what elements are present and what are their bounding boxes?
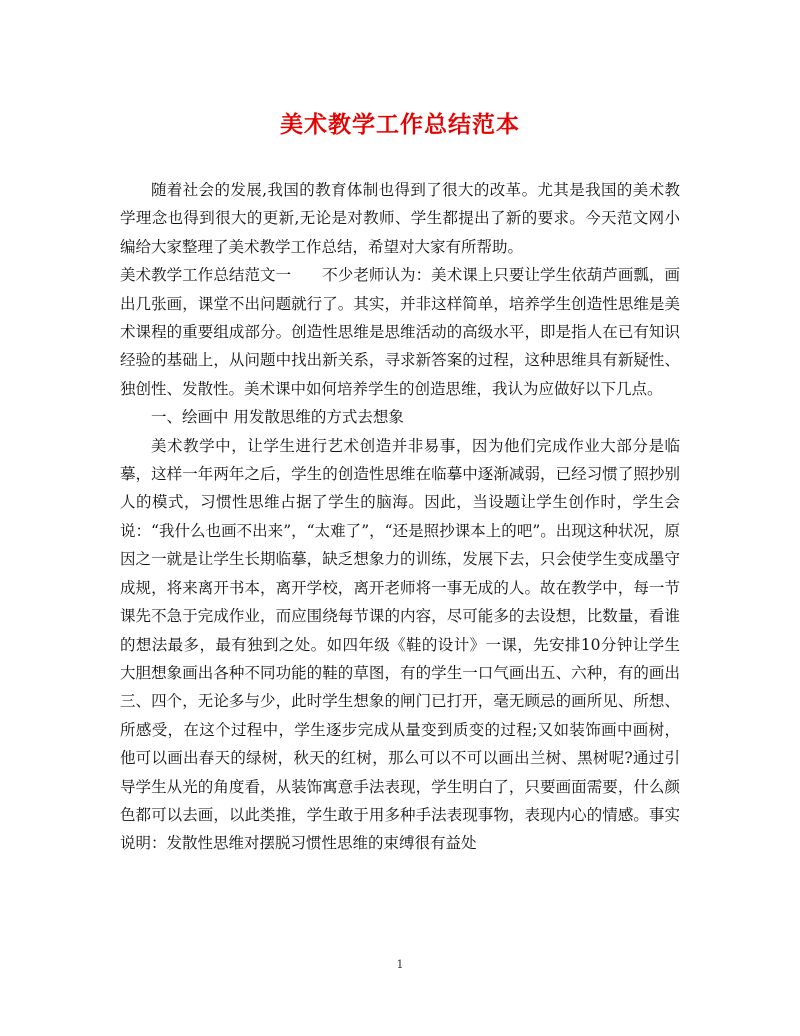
intro-paragraph: 随着社会的发展,我国的教育体制也得到了很大的改革。尤其是我国的美术教学理念也得到很大的更新,无论是对教师、学生都提出了新的要求。今天范文网小编给大家整理了美术教学工作总结，希望对大家有所帮助。 [120,181,680,256]
page-title: 美术教学工作总结范本 [280,111,520,138]
section-paragraph: 美术教学工作总结范文一 不少老师认为：美术课上只要让学生依葫芦画瓢，画出几张画，课堂不出问题就行了。其实，并非这样简单，培养学生创造性思维是美术课程的重要组成部分。创造性思维是思维活动的高级水平，即是指人在已有知识经验的基础上，从问题中找出新关系，寻求新答案的过程，这种思维具有新疑性、独创性、发散性。美术课中如何培养学生的创造思维，我认为应做好以下几点。 [120,266,680,398]
document-body [120,176,680,858]
page-number: 1 [396,958,404,971]
subheading: 一、绘画中 用发散思维的方式去想象 [151,408,404,427]
body-paragraph: 美术教学中，让学生进行艺术创造并非易事，因为他们完成作业大部分是临摹，这样一年两年之后，学生的创造性思维在临摹中逐渐减弱，已经习惯了照抄别人的模式，习惯性思维占据了学生的脑海。因此，当设题让学生创作时，学生会说：“我什么也画不出来”，“太难了”，“还是照抄课本上的吧”。出现这种状况，原因之一就是让学生长期临摹，缺乏想象力的训练，发展下去，只会使学生变成墨守成规，将来离开书本，离开学校，离开老师将一事无成的人。故在教学中，每一节课先不急于完成作业，而应围绕每节课的内容，尽可能多的去设想，比数量，看谁的想法最多，最有独到之处。如四年级《鞋的设计》一课，先安排10分钟让学生大胆想象画出各种不同功能的鞋的草图，有的学生一口气画出五、六种，有的画出三、四个，无论多与少，此时学生想象的闸门已打开，毫无顾忌的画所见、所想、所感受，在这个过程中，学生逐步完成从量变到质变的过程;又如装饰画中画树，他可以画出春天的绿树，秋天的红树，那么可以不可以画出兰树、黑树呢?通过引导学生从光的角度看，从装饰寓意手法表现，学生明白了，只要画面需要，什么颜色都可以去画，以此类推，学生敢于用多种手法表现事物，表现内心的情感。事实说明：发散性思维对摆脱习惯性思维的束缚很有益处 [120,436,680,853]
